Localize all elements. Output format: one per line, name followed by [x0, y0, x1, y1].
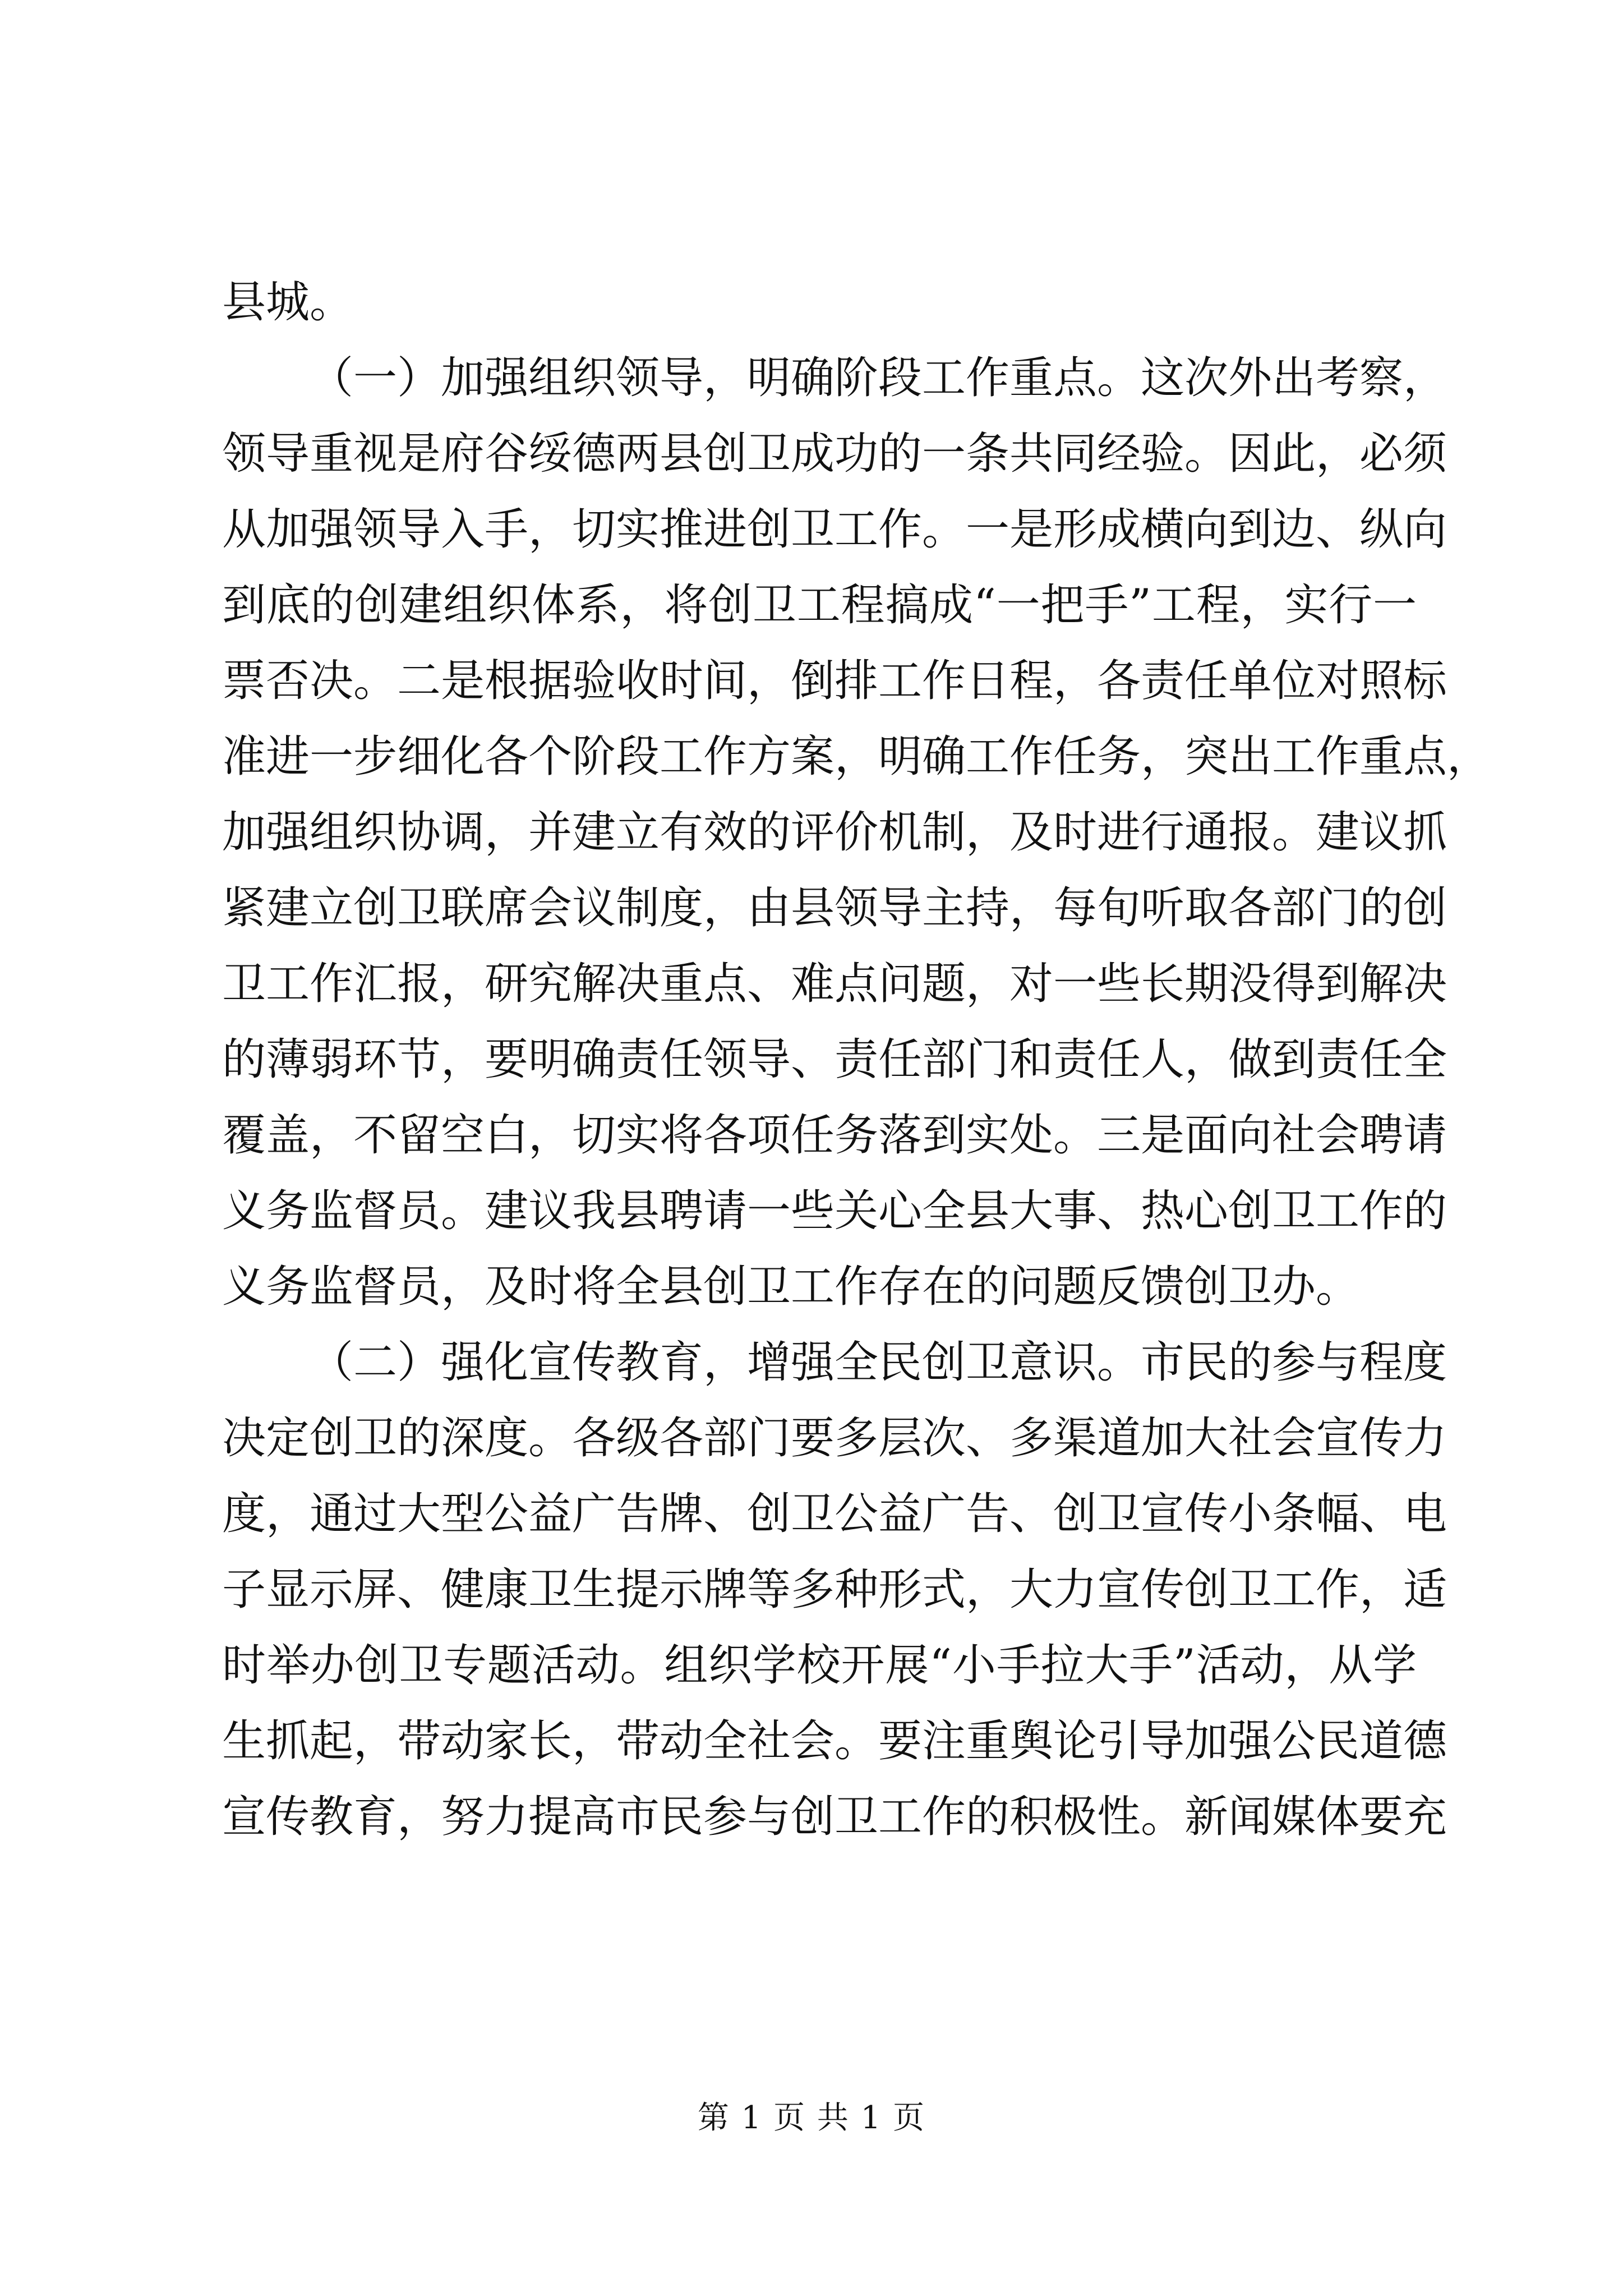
text-line: 从加强领导入手，切实推进创卫工作。一是形成横向到边、纵向 — [222, 504, 1447, 555]
text-line: 宣传教育，努力提高市民参与创卫工作的积极性。新闻媒体要充 — [222, 1792, 1447, 1842]
text-line: 义务监督员。建议我县聘请一些关心全县大事、热心创卫工作的 — [222, 1186, 1447, 1236]
text-line: 决定创卫的深度。各级各部门要多层次、多渠道加大社会宣传力 — [222, 1413, 1447, 1464]
text-line: 县城。 — [222, 277, 354, 328]
text-line: 子显示屏、健康卫生提示牌等多种形式，大力宣传创卫工作，适 — [222, 1565, 1447, 1615]
page-number-footer: 第 1 页 共 1 页 — [697, 2100, 926, 2136]
text-line: 领导重视是府谷绥德两县创卫成功的一条共同经验。因此，必须 — [222, 429, 1447, 479]
text-line-paragraph-start: （二）强化宣传教育，增强全民创卫意识。市民的参与程度 — [310, 1337, 1447, 1388]
text-line: 卫工作汇报，研究解决重点、难点问题，对一些长期没得到解决 — [222, 959, 1447, 1009]
text-line: 到底的创建组织体系，将创卫工程搞成“一把手”工程，实行一 — [222, 580, 1417, 631]
text-line: 时举办创卫专题活动。组织学校开展“小手拉大手”活动，从学 — [222, 1640, 1417, 1691]
text-line: 义务监督员，及时将全县创卫工作存在的问题反馈创卫办。 — [222, 1262, 1360, 1312]
text-line: 的薄弱环节，要明确责任领导、责任部门和责任人，做到责任全 — [222, 1034, 1447, 1085]
text-line: 覆盖，不留空白，切实将各项任务落到实处。三是面向社会聘请 — [222, 1110, 1447, 1161]
body-text — [222, 265, 1491, 1855]
text-line: 度，通过大型公益广告牌、创卫公益广告、创卫宣传小条幅、电 — [222, 1489, 1447, 1539]
text-line-paragraph-start: （一）加强组织领导，明确阶段工作重点。这次外出考察， — [310, 353, 1447, 403]
text-line: 紧建立创卫联席会议制度，由县领导主持，每旬听取各部门的创 — [222, 883, 1447, 933]
text-line: 准进一步细化各个阶段工作方案，明确工作任务，突出工作重点， — [222, 731, 1491, 782]
text-line: 生抓起，带动家长，带动全社会。要注重舆论引导加强公民道德 — [222, 1716, 1447, 1766]
text-line: 加强组织协调，并建立有效的评价机制，及时进行通报。建议抓 — [222, 807, 1447, 858]
text-line: 票否决。二是根据验收时间，倒排工作日程，各责任单位对照标 — [222, 656, 1447, 706]
